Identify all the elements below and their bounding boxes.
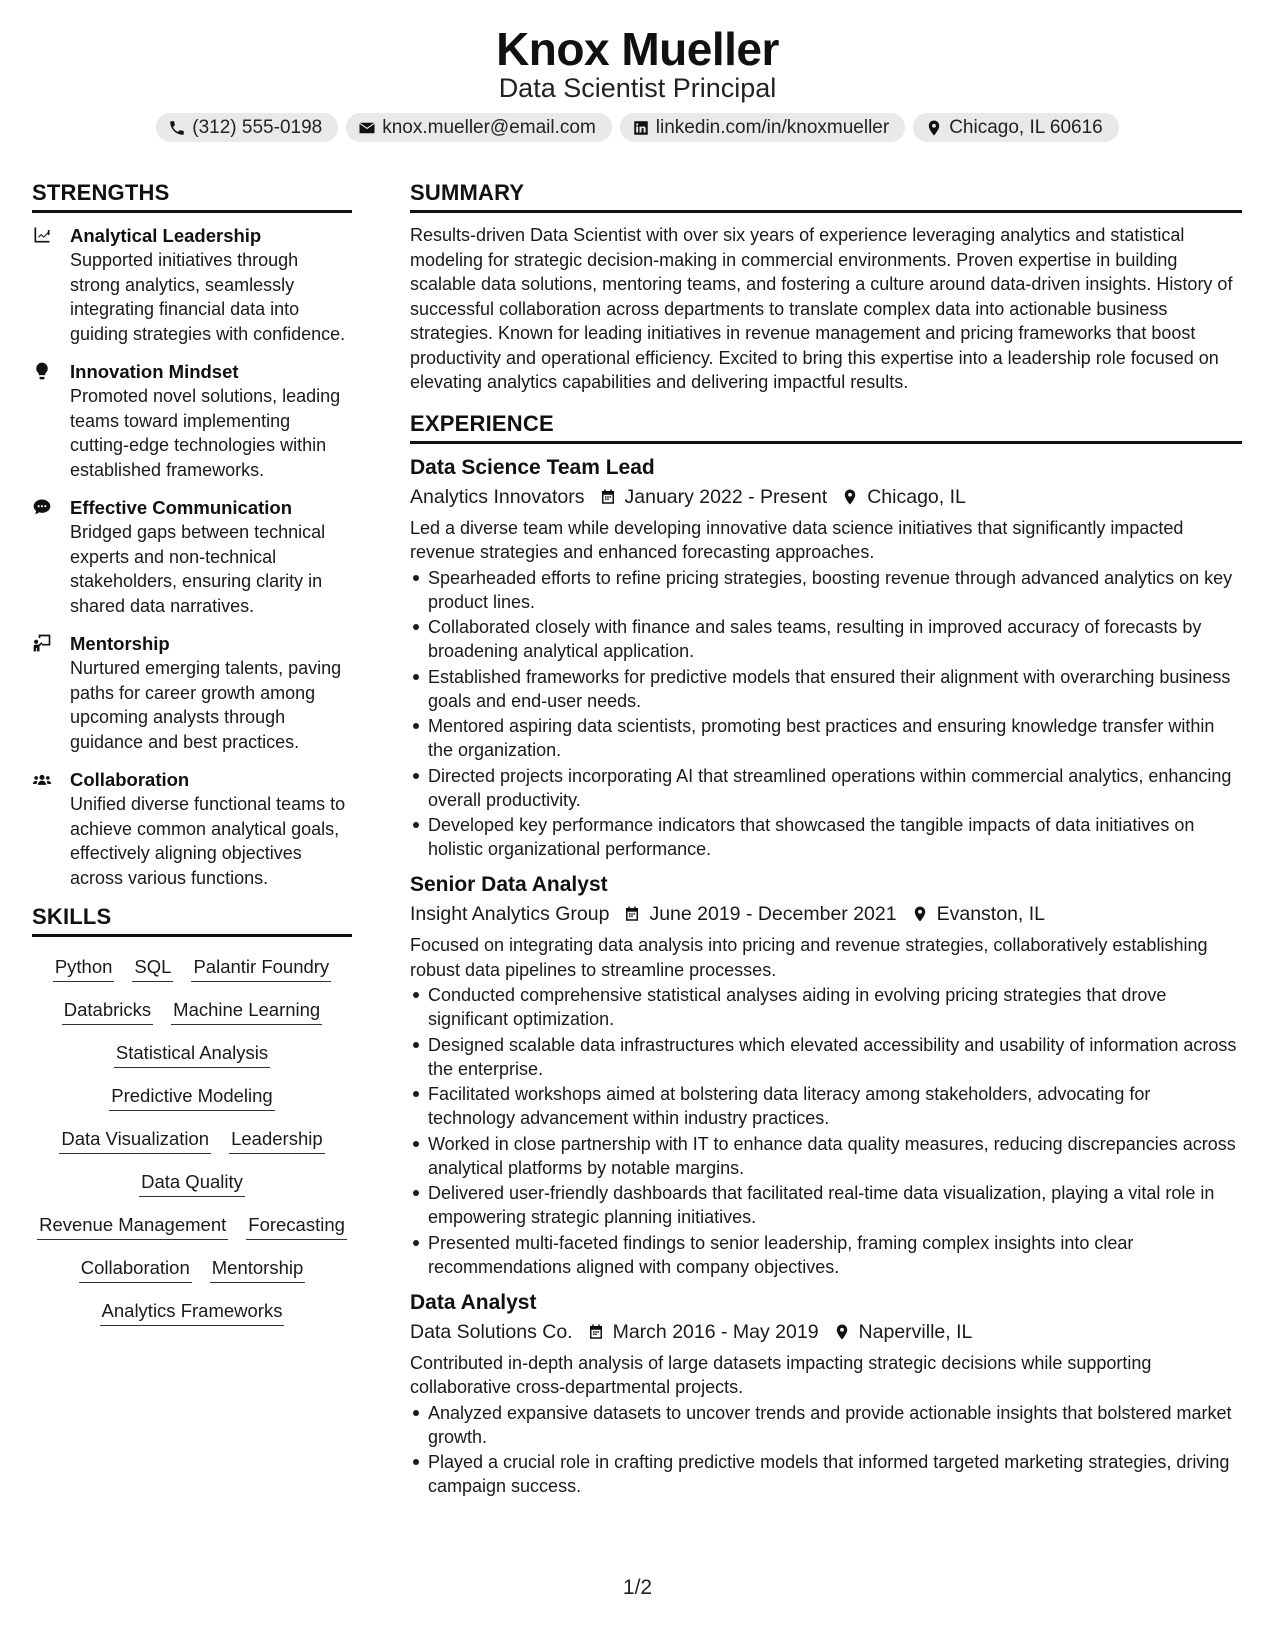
comment-icon (32, 497, 52, 517)
bullet-item: Established frameworks for predictive models that ensured their alignment with overarching business goals and end-user needs. (410, 665, 1242, 713)
skills-heading: SKILLS (32, 904, 352, 937)
map-pin-icon (833, 1323, 851, 1341)
contact-phone[interactable] (156, 113, 338, 142)
bullet-item: Delivered user-friendly dashboards that facilitated real-time data visualization, playing a vital role in empowering strategic planning initiatives. (410, 1181, 1242, 1229)
contact-email-text: knox.mueller@email.com (382, 116, 596, 138)
right-column (410, 180, 1242, 1508)
page-number: 1/2 (622, 1576, 653, 1599)
bullet-item: Conducted comprehensive statistical analyses aiding in evolving pricing strategies that drove significant optimization. (410, 983, 1242, 1031)
calendar-icon (623, 905, 641, 923)
bullet-item: Developed key performance indicators that showcased the tangible impacts of data initiatives on holistic organizational performance. (410, 813, 1242, 861)
skill-tag: Machine Learning (171, 998, 322, 1025)
contact-linkedin-text: linkedin.com/in/knoxmueller (655, 116, 890, 138)
job-description: Contributed in-depth analysis of large datasets impacting strategic decisions while supporting collaborative cross-departmental projects. (410, 1352, 1152, 1397)
summary-heading: SUMMARY (410, 180, 1242, 213)
job-description: Focused on integrating data analysis into pricing and revenue strategies, collaboratively establishing robust data pipelines to streamline processes. (410, 935, 1208, 980)
skill-tag: Databricks (62, 998, 153, 1025)
strength-item (32, 767, 352, 890)
bullet-item: Collaborated closely with finance and sales teams, resulting in improved accuracy of forecasts by broadening analytical application. (410, 615, 1242, 663)
skill-tag: Python (53, 955, 115, 982)
skill-tag: Data Visualization (59, 1127, 211, 1154)
job-dates: March 2016 - May 2019 (612, 1320, 819, 1343)
strength-desc: Promoted novel solutions, leading teams toward implementing cutting-edge technologies within established frameworks. (70, 386, 341, 480)
summary-text: Results-driven Data Scientist with over six years of experience leveraging analytics and statistical modeling for strategic decision-making in commercial environments. Proven expertise in building scalable data solutions, mentoring teams, and fostering a culture around data-driven insights. History of successful collaboration across departments to translate complex data into actionable business strategies. Known for leading initiatives in revenue management and pricing frameworks that boost productivity and operational efficiency. Excited to bring this expertise into a leadership role focused on elevating analytics capabilities and delivering impactful results. (410, 225, 1233, 392)
bullet-item: Spearheaded efforts to refine pricing strategies, boosting revenue through advanced analytics on key product lines. (410, 566, 1242, 614)
job-role: Senior Data Analyst (410, 873, 608, 896)
strength-desc: Unified diverse functional teams to achieve common analytical goals, effectively aligning objectives across various functions. (70, 794, 346, 888)
job-entry (410, 871, 1242, 1279)
strength-title: Analytical Leadership (70, 225, 262, 246)
users-icon (32, 769, 52, 789)
strengths-heading: STRENGTHS (32, 180, 352, 213)
skills-list (32, 947, 352, 1326)
map-pin-icon (841, 488, 859, 506)
calendar-icon (599, 488, 617, 506)
contact-location[interactable] (913, 113, 1119, 142)
strength-desc: Supported initiatives through strong analytics, seamlessly integrating financial data into guiding strategies with confidence. (70, 250, 346, 344)
job-meta (410, 899, 1242, 929)
job-entry (410, 454, 1242, 862)
job-dates: June 2019 - December 2021 (649, 903, 897, 925)
calendar-icon (587, 1323, 605, 1341)
skill-tag: Statistical Analysis (114, 1041, 270, 1068)
strength-title: Effective Communication (70, 497, 293, 518)
job-meta (410, 482, 1242, 512)
skill-tag: Palantir Foundry (191, 955, 331, 982)
strength-title: Innovation Mindset (70, 361, 239, 382)
job-entry (410, 1289, 1242, 1499)
job-location: Evanston, IL (936, 903, 1046, 925)
job-bullets (410, 566, 1242, 862)
envelope-icon (358, 119, 376, 137)
skill-tag: SQL (132, 955, 173, 982)
strength-item (32, 495, 352, 618)
skill-tag: Analytics Frameworks (100, 1299, 285, 1326)
teacher-board-icon (32, 633, 52, 653)
lightbulb-icon (32, 361, 52, 381)
job-title-heading: Data Scientist Principal (498, 73, 777, 103)
bullet-item: Analyzed expansive datasets to uncover trends and provide actionable insights that bolstered market growth. (410, 1401, 1242, 1449)
job-dates: January 2022 - Present (624, 485, 828, 508)
contact-bar (0, 113, 1275, 142)
skill-tag: Predictive Modeling (109, 1084, 274, 1111)
job-company: Data Solutions Co. (410, 1320, 573, 1343)
map-pin-icon (911, 905, 929, 923)
job-role: Data Science Team Lead (410, 455, 655, 479)
job-meta (410, 1317, 1242, 1347)
strength-desc: Nurtured emerging talents, paving paths for career growth among upcoming analysts through guidance and best practices. (70, 658, 342, 752)
strength-item (32, 359, 352, 482)
job-description: Led a diverse team while developing innovative data science initiatives that significantly impacted revenue strategies and enhanced forecasting approaches. (410, 517, 1184, 562)
bullet-item: Played a crucial role in crafting predictive models that informed targeted marketing strategies, driving campaign success. (410, 1450, 1242, 1498)
job-location: Chicago, IL (867, 485, 966, 508)
skill-tag: Leadership (229, 1127, 325, 1154)
job-location: Naperville, IL (858, 1320, 973, 1343)
map-pin-icon (925, 119, 943, 137)
contact-email[interactable] (346, 113, 612, 142)
strength-item (32, 631, 352, 754)
job-company: Analytics Innovators (410, 485, 585, 508)
bullet-item: Mentored aspiring data scientists, promoting best practices and ensuring knowledge transfer within the organization. (410, 714, 1242, 762)
linkedin-icon (632, 119, 650, 137)
contact-location-text: Chicago, IL 60616 (949, 116, 1103, 138)
bullet-item: Facilitated workshops aimed at bolstering data literacy among stakeholders, advocating for technology advancement within industry practices. (410, 1082, 1242, 1130)
bullet-item: Presented multi-faceted findings to senior leadership, framing complex insights into clear recommendations aligned with company objectives. (410, 1231, 1242, 1279)
candidate-name: Knox Mueller (496, 23, 779, 75)
bullet-item: Worked in close partnership with IT to enhance data quality measures, reducing discrepancies across analytical platforms by notable margins. (410, 1132, 1242, 1180)
strength-title: Mentorship (70, 633, 170, 654)
bullet-item: Designed scalable data infrastructures which elevated accessibility and usability of information across the enterprise. (410, 1033, 1242, 1081)
strength-desc: Bridged gaps between technical experts and non-technical stakeholders, ensuring clarity in shared data narratives. (70, 522, 326, 616)
left-column (32, 180, 352, 1326)
contact-linkedin[interactable] (620, 113, 905, 142)
job-bullets (410, 1401, 1242, 1499)
skill-tag: Mentorship (210, 1256, 306, 1283)
skill-tag: Forecasting (246, 1213, 347, 1240)
job-bullets (410, 983, 1242, 1279)
chart-line-icon (32, 225, 52, 245)
strength-item (32, 223, 352, 346)
job-role: Data Analyst (410, 1290, 537, 1314)
contact-phone-text: (312) 555-0198 (192, 116, 323, 138)
skill-tag: Data Quality (139, 1170, 245, 1197)
job-company: Insight Analytics Group (410, 903, 610, 925)
bullet-item: Directed projects incorporating AI that streamlined operations within commercial analytics, enhancing overall productivity. (410, 764, 1242, 812)
skill-tag: Revenue Management (37, 1213, 228, 1240)
experience-heading: EXPERIENCE (410, 411, 1242, 444)
skill-tag: Collaboration (79, 1256, 192, 1283)
phone-icon (168, 119, 186, 137)
strength-title: Collaboration (70, 769, 190, 790)
